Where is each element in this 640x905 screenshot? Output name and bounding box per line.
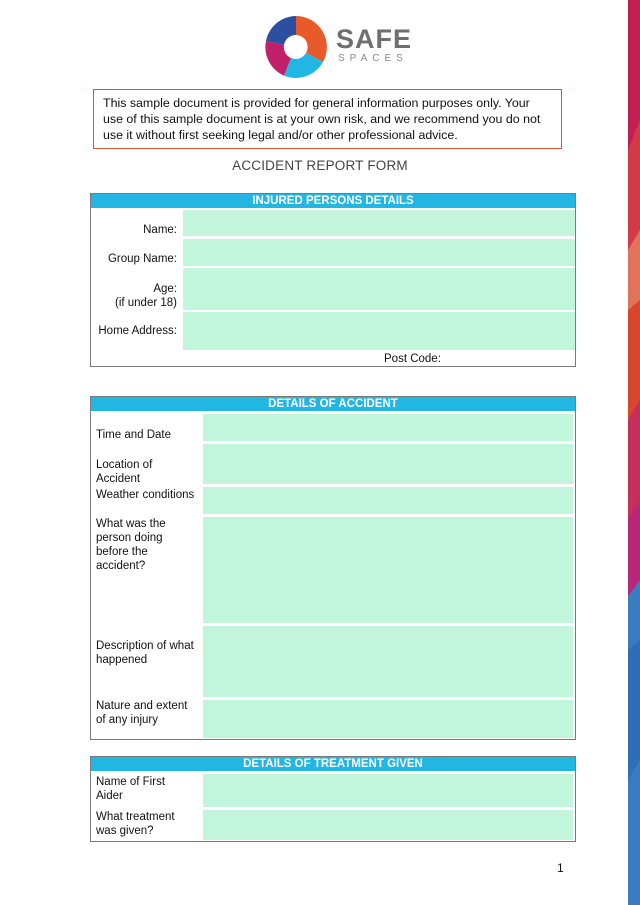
injury-field[interactable] [203, 700, 573, 738]
location-field[interactable] [203, 444, 573, 484]
brand-tagline: SPACES [338, 53, 408, 64]
person-doing-field[interactable] [203, 517, 573, 623]
first-aider-label-line2: Aider [96, 790, 123, 802]
treatment-given-label: What treatment [96, 811, 175, 823]
group-name-label: Group Name: [107, 253, 177, 265]
weather-field[interactable] [203, 487, 573, 514]
treatment-section [90, 756, 576, 842]
home-address-field[interactable] [183, 312, 575, 350]
home-address-label: Home Address: [98, 325, 177, 337]
age-label: Age: [153, 283, 177, 295]
age-field[interactable] [183, 268, 575, 310]
first-aider-label: Name of First [96, 776, 166, 788]
name-label: Name: [143, 224, 177, 236]
injury-label-line2: of any injury [96, 714, 159, 726]
injured-persons-section [90, 193, 576, 367]
time-date-field[interactable] [203, 414, 573, 441]
description-label: Description of what [96, 640, 194, 652]
location-label-line2: Accident [96, 473, 141, 485]
disclaimer-box: This sample document is provided for general information purposes only. Your use of this sample document is at your own risk, and we recommend you do not use it without first seeking legal and/or other professional advice. [93, 89, 562, 149]
location-label: Location of [96, 459, 153, 471]
accident-details-section [90, 396, 576, 740]
person-doing-label: What was the [96, 518, 166, 530]
injury-label: Nature and extent [96, 700, 188, 712]
first-aider-field[interactable] [203, 774, 573, 807]
post-code-label: Post Code: [384, 353, 441, 365]
form-title: ACCIDENT REPORT FORM [232, 158, 408, 173]
section-heading: DETAILS OF ACCIDENT [91, 397, 575, 411]
treatment-given-label-line2: was given? [96, 825, 154, 837]
description-field[interactable] [203, 626, 573, 697]
description-label-line2: happened [96, 654, 148, 666]
section-heading: INJURED PERSONS DETAILS [91, 194, 575, 208]
group-name-field[interactable] [183, 239, 575, 266]
name-field[interactable] [183, 210, 575, 236]
treatment-given-field[interactable] [203, 810, 573, 840]
person-doing-label-line2: person doing [96, 532, 163, 544]
age-note: (if under 18) [114, 297, 177, 309]
person-doing-label-line4: accident? [96, 560, 146, 572]
section-heading: DETAILS OF TREATMENT GIVEN [91, 757, 575, 771]
page-number: 1 [557, 861, 564, 875]
decorative-side-band [614, 0, 640, 905]
person-doing-label-line3: before the [96, 546, 148, 558]
time-date-label: Time and Date [96, 429, 171, 441]
weather-label: Weather conditions [96, 489, 195, 501]
brand-name: SAFE [336, 24, 413, 54]
